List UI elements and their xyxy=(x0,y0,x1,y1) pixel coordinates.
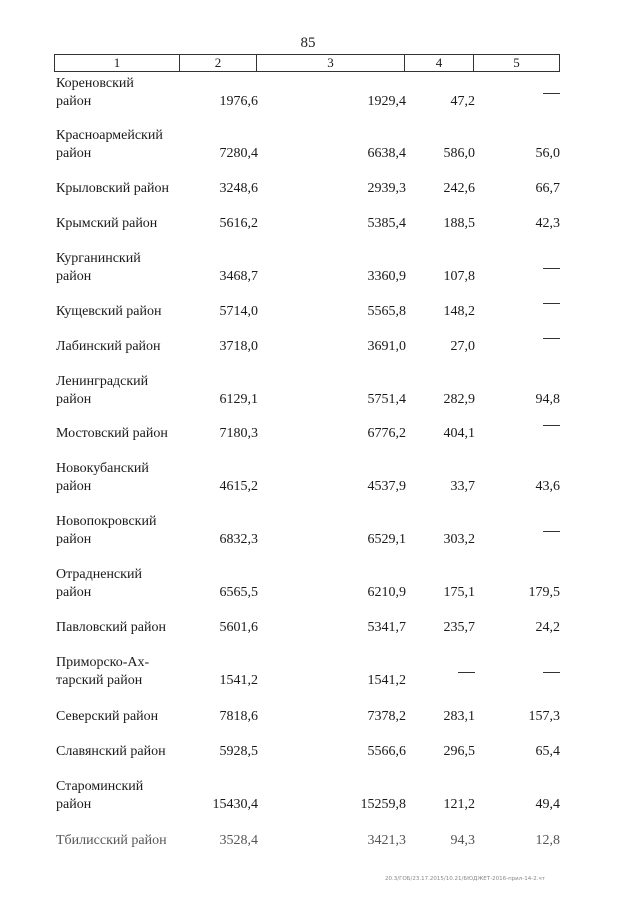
value-c5: 179,5 xyxy=(528,585,560,600)
district-name xyxy=(56,832,206,850)
district-name-line-1: Северский район xyxy=(56,709,159,724)
value-c2: 7818,6 xyxy=(219,709,258,724)
value-c3: 1929,4 xyxy=(367,94,406,109)
district-name xyxy=(56,338,206,356)
district-name-line-2: район xyxy=(56,532,92,547)
district-name xyxy=(56,743,206,761)
value-c2: 6832,3 xyxy=(219,532,258,547)
district-name xyxy=(56,778,206,814)
value-c4: 242,6 xyxy=(443,181,475,196)
value-c5: 94,8 xyxy=(535,392,560,407)
district-name xyxy=(56,425,206,443)
value-c4: 235,7 xyxy=(443,620,475,635)
district-name xyxy=(56,180,206,198)
dash-mark xyxy=(543,531,560,550)
value-c5: 65,4 xyxy=(535,744,560,759)
value-c2: 5616,2 xyxy=(219,216,258,231)
district-name-line-1: Новокубанский xyxy=(56,461,149,476)
value-c5: 66,7 xyxy=(535,181,560,196)
value-c3: 4537,9 xyxy=(367,479,406,494)
dash-mark xyxy=(543,425,560,444)
value-c3: 7378,2 xyxy=(367,709,406,724)
district-name-line-1: Кореновский xyxy=(56,76,134,91)
value-c3: 3691,0 xyxy=(367,339,406,354)
dash-mark xyxy=(543,93,560,112)
value-c2: 4615,2 xyxy=(219,479,258,494)
header-col-3: 3 xyxy=(257,55,405,71)
district-name-line-1: Кущевский район xyxy=(56,304,162,319)
district-name-line-1: Новопокровский xyxy=(56,514,157,529)
value-c5 xyxy=(500,303,560,322)
value-c2: 7180,3 xyxy=(219,426,258,441)
value-c3: 6638,4 xyxy=(367,146,406,161)
district-name xyxy=(56,708,206,726)
district-name xyxy=(56,215,206,233)
district-name xyxy=(56,566,206,602)
value-c4: 94,3 xyxy=(450,833,475,848)
value-c5: 157,3 xyxy=(528,709,560,724)
value-c4: 107,8 xyxy=(443,269,475,284)
page-number: 85 xyxy=(300,35,316,51)
header-col-1: 1 xyxy=(55,55,180,71)
value-c4: 303,2 xyxy=(443,532,475,547)
value-c5 xyxy=(500,268,560,287)
value-c4: 296,5 xyxy=(443,744,475,759)
district-name-line-2: район xyxy=(56,94,92,109)
district-name xyxy=(56,303,206,321)
value-c4: 282,9 xyxy=(443,392,475,407)
district-name xyxy=(56,460,206,496)
district-name-line-1: Приморско-Ах- xyxy=(56,655,150,670)
value-c2: 3718,0 xyxy=(219,339,258,354)
district-name-line-1: Павловский район xyxy=(56,620,166,635)
district-name-line-1: Славянский район xyxy=(56,744,166,759)
dash-mark xyxy=(458,672,475,691)
value-c5 xyxy=(500,425,560,444)
value-c3: 15259,8 xyxy=(360,797,406,812)
district-name-line-1: Мостовский район xyxy=(56,426,168,441)
dash-mark xyxy=(543,268,560,287)
district-name-line-1: Отрадненский xyxy=(56,567,142,582)
value-c5: 56,0 xyxy=(535,146,560,161)
value-c2: 5601,6 xyxy=(219,620,258,635)
value-c3: 5751,4 xyxy=(367,392,406,407)
value-c4: 404,1 xyxy=(443,426,475,441)
value-c2: 3528,4 xyxy=(219,833,258,848)
value-c2: 6565,5 xyxy=(219,585,258,600)
value-c2: 7280,4 xyxy=(219,146,258,161)
value-c4: 283,1 xyxy=(443,709,475,724)
value-c4: 188,5 xyxy=(443,216,475,231)
district-name-line-1: Крымский район xyxy=(56,216,158,231)
value-c3: 3421,3 xyxy=(367,833,406,848)
district-name xyxy=(56,75,206,111)
value-c2: 5714,0 xyxy=(219,304,258,319)
footer-file-path: 20.3/ГОБ/23.17.2015/10.21/БЮДЖЕТ-2016-прил-14-2.чт xyxy=(385,876,545,882)
value-c5 xyxy=(500,672,560,691)
value-c3: 3360,9 xyxy=(367,269,406,284)
value-c5 xyxy=(500,531,560,550)
district-name-line-1: Крыловский район xyxy=(56,181,169,196)
value-c3: 1541,2 xyxy=(367,673,406,688)
value-c4 xyxy=(415,672,475,691)
district-name-line-2: район xyxy=(56,269,92,284)
value-c3: 5341,7 xyxy=(367,620,406,635)
header-col-2: 2 xyxy=(180,55,257,71)
value-c4: 175,1 xyxy=(443,585,475,600)
value-c4: 33,7 xyxy=(450,479,475,494)
value-c4: 586,0 xyxy=(443,146,475,161)
district-name-line-1: Староминский xyxy=(56,779,144,794)
value-c2: 1976,6 xyxy=(219,94,258,109)
header-col-5: 5 xyxy=(513,55,520,70)
district-name-line-1: Ленинградский xyxy=(56,374,149,389)
value-c5: 24,2 xyxy=(535,620,560,635)
value-c3: 5566,6 xyxy=(367,744,406,759)
value-c4: 121,2 xyxy=(443,797,475,812)
value-c2: 5928,5 xyxy=(219,744,258,759)
district-name-line-1: Курганинский xyxy=(56,251,141,266)
district-name-line-2: район xyxy=(56,146,92,161)
value-c5: 43,6 xyxy=(535,479,560,494)
value-c3: 6776,2 xyxy=(367,426,406,441)
value-c4: 47,2 xyxy=(450,94,475,109)
district-name-line-2: район xyxy=(56,479,92,494)
header-col-4: 4 xyxy=(405,55,474,71)
value-c4: 148,2 xyxy=(443,304,475,319)
district-name xyxy=(56,654,206,690)
value-c2: 15430,4 xyxy=(212,797,258,812)
value-c3: 6210,9 xyxy=(367,585,406,600)
table-header xyxy=(54,54,560,72)
dash-mark xyxy=(543,338,560,357)
district-name-line-2: район xyxy=(56,797,92,812)
value-c3: 2939,3 xyxy=(367,181,406,196)
dash-mark xyxy=(543,672,560,691)
value-c2: 1541,2 xyxy=(219,673,258,688)
district-name-line-2: район xyxy=(56,585,92,600)
value-c3: 5565,8 xyxy=(367,304,406,319)
district-name-line-1: Лабинский район xyxy=(56,339,161,354)
value-c5: 12,8 xyxy=(535,833,560,848)
value-c3: 6529,1 xyxy=(367,532,406,547)
district-name xyxy=(56,373,206,409)
district-name xyxy=(56,513,206,549)
district-name-line-2: тарский район xyxy=(56,673,143,688)
dash-mark xyxy=(543,303,560,322)
district-name-line-1: Тбилисский район xyxy=(56,833,167,848)
value-c2: 6129,1 xyxy=(219,392,258,407)
value-c4: 27,0 xyxy=(450,339,475,354)
district-name xyxy=(56,250,206,286)
district-name xyxy=(56,619,206,637)
value-c5 xyxy=(500,338,560,357)
value-c2: 3248,6 xyxy=(219,181,258,196)
value-c5: 42,3 xyxy=(535,216,560,231)
value-c2: 3468,7 xyxy=(219,269,258,284)
district-name-line-1: Красноармейский xyxy=(56,128,163,143)
value-c5: 49,4 xyxy=(535,797,560,812)
value-c3: 5385,4 xyxy=(367,216,406,231)
district-name xyxy=(56,127,206,163)
district-name-line-2: район xyxy=(56,392,92,407)
value-c5 xyxy=(500,93,560,112)
